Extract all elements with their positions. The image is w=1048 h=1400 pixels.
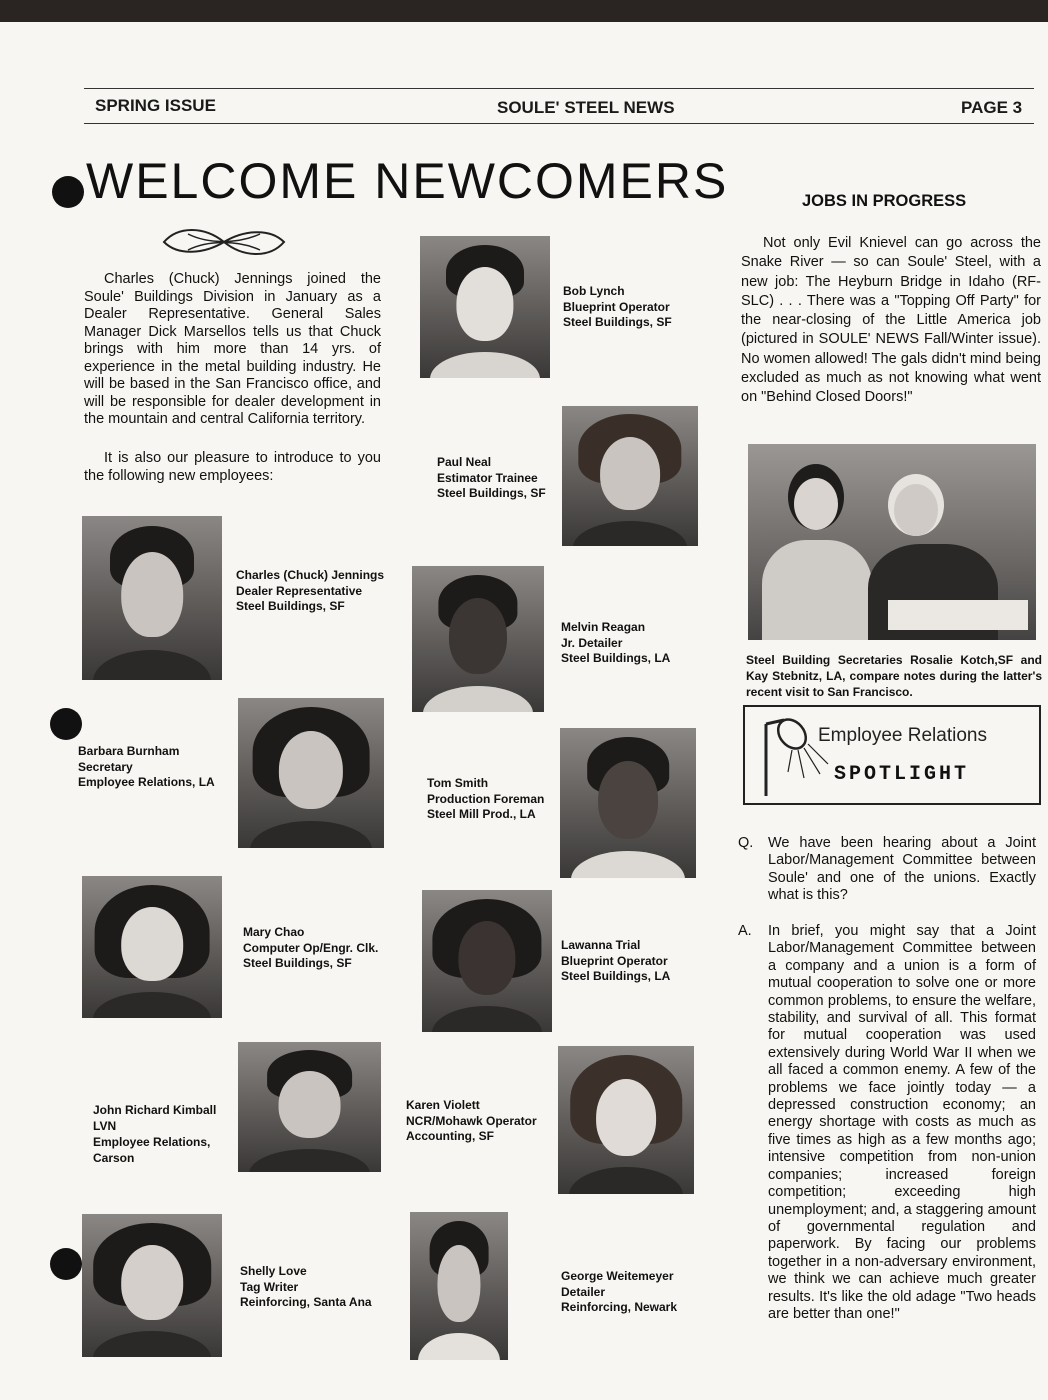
employee-photo-violett <box>558 1046 694 1194</box>
employee-photo-trial <box>422 890 552 1032</box>
caption-jennings: Charles (Chuck) Jennings Dealer Representative Steel Buildings, SF <box>236 568 385 613</box>
punch-hole <box>50 708 82 740</box>
caption-kimball: John Richard Kimball LVN Employee Relations, Carson <box>93 1103 217 1165</box>
employee-photo-jennings <box>82 516 222 680</box>
intro-paragraph: Charles (Chuck) Jennings joined the Soule' Buildings Division in January as a Dealer Representative. General Sales Manager Dick Marsellos tells us that Chuck brings with him more than 14 yrs. of experience in the metal building industry. He will be based in the San Francisco office, and will be responsible for dealer development in the mountain and central California territory. <box>84 271 381 427</box>
caption-weitemeyer: George Weitemeyer Detailer Reinforcing, Newark <box>561 1269 678 1314</box>
flourish-ornament-icon <box>158 222 290 262</box>
question-label: Q. <box>738 835 754 851</box>
employee-photo-love <box>82 1214 222 1357</box>
secretaries-photo <box>748 444 1036 640</box>
caption-love: Shelly Love Tag Writer Reinforcing, Santa Ana <box>240 1264 372 1309</box>
header-bottom-rule <box>84 123 1034 124</box>
caption-neal: Paul Neal Estimator Trainee Steel Buildings, SF <box>437 455 546 500</box>
header-top-rule <box>84 88 1034 89</box>
employee-photo-burnham <box>238 698 384 848</box>
caption-violett: Karen Violett NCR/Mohawk Operator Accounting, SF <box>406 1098 537 1143</box>
caption-lynch: Bob Lynch Blueprint Operator Steel Buildings, SF <box>563 284 672 329</box>
issue-label: SPRING ISSUE <box>95 96 216 115</box>
page-title: WELCOME NEWCOMERS <box>86 153 729 209</box>
employee-photo-reagan <box>412 566 544 712</box>
publication-name: SOULE' STEEL NEWS <box>497 98 675 117</box>
secretaries-caption: Steel Building Secretaries Rosalie Kotch,SF and Kay Stebnitz, LA, compare notes during the latter's recent visit to San Francisco. <box>746 653 1042 699</box>
jobs-heading: JOBS IN PROGRESS <box>802 192 967 210</box>
caption-trial: Lawanna Trial Blueprint Operator Steel Buildings, LA <box>561 938 671 983</box>
employee-photo-smith <box>560 728 696 878</box>
employee-photo-chao <box>82 876 222 1018</box>
caption-burnham: Barbara Burnham Secretary Employee Relations, LA <box>78 744 215 789</box>
caption-chao: Mary Chao Computer Op/Engr. Clk. Steel Buildings, SF <box>243 925 379 970</box>
answer-text: In brief, you might say that a Joint Labor/Management Committee between a company and a union is a form of mutual cooperation to solve one or more common problems, to ensure the welfare, stability, and survival of all. This format for mutual cooperation was used extensively during World War II when we all faced a common enemy. A few of the problems we face jointly today — a depressed construction economy; an energy shortage with costs as much as five times as high as a few months ago; intensive competition from non-union companies; increased foreign competition; exceeding high unemployment; and, a staggering amount of governmental regulation and paperwork. By facing our problems together in a non-adversary environment, we think we can achieve much greater results. It's like the old adage "Two heads are better than one!" <box>768 923 1036 1322</box>
answer-label: A. <box>738 923 752 939</box>
jobs-paragraph: Not only Evil Knievel can go across the Snake River — so can Soule' Steel, with a new job: The Heyburn Bridge in Idaho (RF-SLC) . . . There was a "Topping Off Party" for the near-closing of the Little America job (pictured in SOULE' NEWS Fall/Winter issue). No women allowed! The gals didn't mind being excluded as much as not knowing what went on "Behind Closed Doors!" <box>741 235 1041 406</box>
employee-photo-weitemeyer <box>410 1212 508 1360</box>
intro-paragraph-2: It is also our pleasure to introduce to you the following new employees: <box>84 450 381 484</box>
employee-photo-lynch <box>420 236 550 378</box>
punch-hole <box>52 176 84 208</box>
caption-reagan: Melvin Reagan Jr. Detailer Steel Buildings, LA <box>561 620 671 665</box>
spotlight-subtitle: Employee Relations <box>818 725 987 746</box>
punch-hole <box>50 1248 82 1280</box>
employee-photo-neal <box>562 406 698 546</box>
caption-smith: Tom Smith Production Foreman Steel Mill Prod., LA <box>427 776 545 821</box>
spotlight-title: SPOTLIGHT <box>834 763 970 786</box>
question-text: We have been hearing about a Joint Labor/Management Committee between Soule' and one of the unions. Exactly what is this? <box>768 835 1036 904</box>
employee-photo-kimball <box>238 1042 381 1172</box>
page-number: PAGE 3 <box>961 98 1023 117</box>
